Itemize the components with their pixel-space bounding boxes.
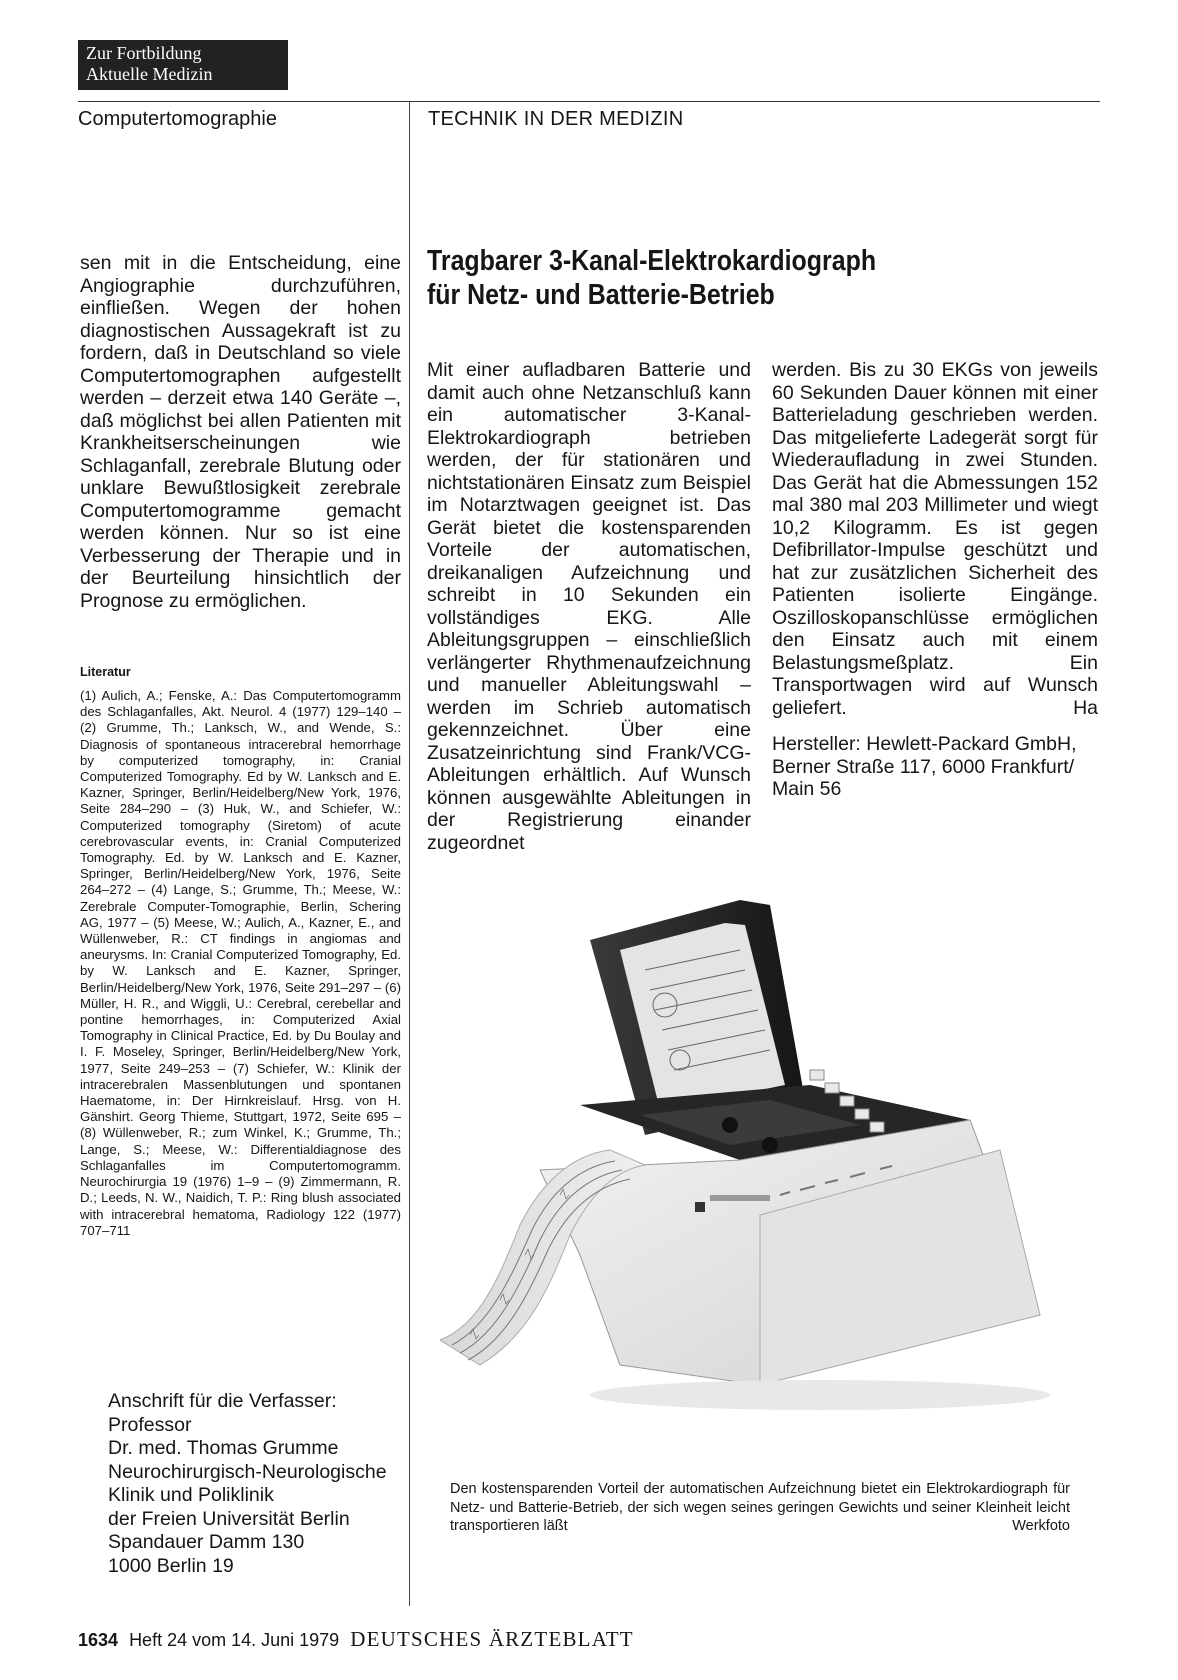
address-line: Spandauer Damm 130 <box>108 1531 305 1553</box>
left-column-text <box>80 252 401 612</box>
page-footer <box>78 1627 634 1652</box>
article-signature: Ha <box>1073 696 1098 719</box>
article-paragraph: Mit einer aufladbaren Batterie und damit auch ohne Netzanschluß kann ein automatischer 3-Kanal-Elektrokardiograph betrieben werden, der für stationären und nichtstationären Einsatz zum Beispiel im Notarztwagen geeignet ist. Das Gerät bietet die kostensparenden Vorteile der automatischen, dreikanaligen Aufzeichnung und schreibt in 10 Sekunden ein vollständiges EKG. Alle Ableitungsgruppen – einschließlich verlängerter Rhythmenaufzeichnung und manueller Ableitungswahl – werden im Schrieb automatisch gekennzeichnet. Über eine Zusatzeinrichtung sind Frank/VCG-Ableitungen erhältlich. Auf Wunsch können ausgewählte Ableitungen in der Registrierung einander zugeordnet <box>427 359 751 854</box>
author-address <box>108 1390 408 1578</box>
caption-credit: Werkfoto <box>1012 1518 1070 1534</box>
address-line: 1000 Berlin 19 <box>108 1554 234 1577</box>
page-number: 1634 <box>78 1630 119 1650</box>
address-line: der Freien Universität Berlin <box>108 1507 350 1530</box>
section-badge <box>78 40 288 90</box>
badge-line-2: Aktuelle Medizin <box>86 64 213 84</box>
section-title-right: TECHNIK IN DER MEDIZIN <box>428 108 684 130</box>
headline-line-2: für Netz- und Batterie-Betrieb <box>427 279 775 311</box>
magazine-name: DEUTSCHES ÄRZTEBLATT <box>350 1627 634 1651</box>
reference-list: (1) Aulich, A.; Fenske, A.: Das Computertomogramm des Schlaganfalles, Akt. Neurol. 4 (1977) 129–140 – (2) Grumme, Th.; Lanksch, W., and Wende, S.: Diagnosis of spontaneous intracerebral hemorrhage by computerized tomography, in: Cranial Computerized Tomography. Ed by W. Lanksch and E. Kazner, Springer, Berlin/Heidelberg/New York, 1976, Seite 284–290 – (3) Huk, W., and Schiefer, W.: Computerized tomography (Siretom) of acute cerebrovascular events, in: Cranial Computerized Tomography. Ed. by W. Lanksch and E. Kazner, Springer, Berlin/Heidelberg/New York, 1976, Seite 264–272 – (4) Lange, S.; Grumme, Th.; Meese, W.: Zerebrale Computer-Tomographie, Berlin, Schering AG, 1977 – (5) Meese, W.; Aulich, A., Kazner, E., and Wüllenweber, R.: CT findings in angiomas and aneurysms. In: Cranial Computerized Tomography, Ed. by W. Lanksch and E. Kazner, Springer, Berlin/Heidelberg/New York, 1976, Seite 291–297 – (6) Müller, H. R., and Wiggli, U.: Cerebral, cerebellar and pontine hemorrhages, in: Computerized Axial Tomography in Clinical Practice, Ed. by Du Boulay and I. F. Moseley, Springer, Berlin/Heidelberg/New York, 1977, Seite 249–253 – (7) Schiefer, W.: Klinik der intracerebralen Massenblutungen und spontanen Haematome, in: Der Hirnkreislauf. Hrsg. von H. Gänshirt. Georg Thieme, Stuttgart, 1972, Seite 695 – (8) Wüllenweber, R.; zum Winkel, K.; Grumme, Th.; Lange, S.; Meese, W.: Differentialdiagnose des Schlaganfalles im Computertomogramm. Neurochirurgia 19 (1976) 1–9 – (9) Zimmermann, R. D.; Leeds, N. W., Naidich, T. P.: Ring blush associated with intracerebral hematoma, Radiology 122 (1977) 707–711 <box>80 688 401 1238</box>
address-line: Dr. med. Thomas Grumme <box>108 1437 339 1459</box>
section-title-left: Computertomographie <box>78 108 277 130</box>
article-paragraph-2 <box>772 359 1098 719</box>
article-paragraph-text: werden. Bis zu 30 EKGs von jeweils 60 Sekunden Dauer können mit einer Batterieladung geschrieben werden. Das mitgelieferte Ladegerät sorgt für Wiederaufladung in zwei Stunden. Das Gerät hat die Abmessungen 152 mal 380 mal 203 Millimeter und wiegt 10,2 Kilogramm. Es ist gegen Defibrillator-Impulse geschützt und hat zur zusätzlichen Sicherheit des Patienten isolierte Eingänge. Oszilloskopanschlüsse ermöglichen den Einsatz auch mit einem Belastungsmeßplatz. Ein Transportwagen wird auf Wunsch geliefert. <box>772 359 1098 719</box>
address-line: Klinik und Poliklinik <box>108 1484 274 1506</box>
address-line: Anschrift für die Verfasser: <box>108 1390 337 1412</box>
left-paragraph: sen mit in die Entscheidung, eine Angiographie durchzuführen, einfließen. Wegen der hohen diagnostischen Aussagekraft ist zu fordern, daß in Deutschland so viele Computertomographen aufgestellt werden – derzeit etwa 140 Geräte –, daß möglichst bei allen Patienten mit Krankheitserscheinungen wie Schlaganfall, zerebrale Blutung oder unklare Bewußtlosigkeit zerebrale Computertomogramme gemacht werden können. Nur so ist eine Verbesserung der Therapie und in der Beurteilung hinsichtlich der Prognose zu ermöglichen. <box>80 252 401 612</box>
photo-caption <box>450 1480 1070 1536</box>
column-divider <box>409 101 410 1606</box>
ecg-device-photo <box>440 895 1092 1465</box>
headline-line-1: Tragbarer 3-Kanal-Elektrokardiograph <box>427 245 877 277</box>
address-line: Professor <box>108 1413 192 1436</box>
article-headline <box>427 244 995 312</box>
article-column-2 <box>772 359 1098 719</box>
manufacturer-info: Hersteller: Hewlett-Packard GmbH, Berner Straße 117, 6000 Frankfurt/ Main 56 <box>772 733 1077 800</box>
issue-info: Heft 24 vom 14. Juni 1979 <box>129 1630 340 1650</box>
header-rule <box>78 101 1100 102</box>
address-line: Neurochirurgisch-Neurologische <box>108 1460 387 1483</box>
badge-line-1: Zur Fortbildung <box>86 43 202 63</box>
article-column-1 <box>427 359 751 854</box>
caption-text: Den kostensparenden Vorteil der automatischen Aufzeichnung bietet ein Elektrokardiograph für Netz- und Batterie-Betrieb, der sich wegen seines geringen Gewichts und seiner Kleinheit leicht transportieren läßt <box>450 1481 1070 1534</box>
literature-heading: Literatur <box>80 665 131 679</box>
